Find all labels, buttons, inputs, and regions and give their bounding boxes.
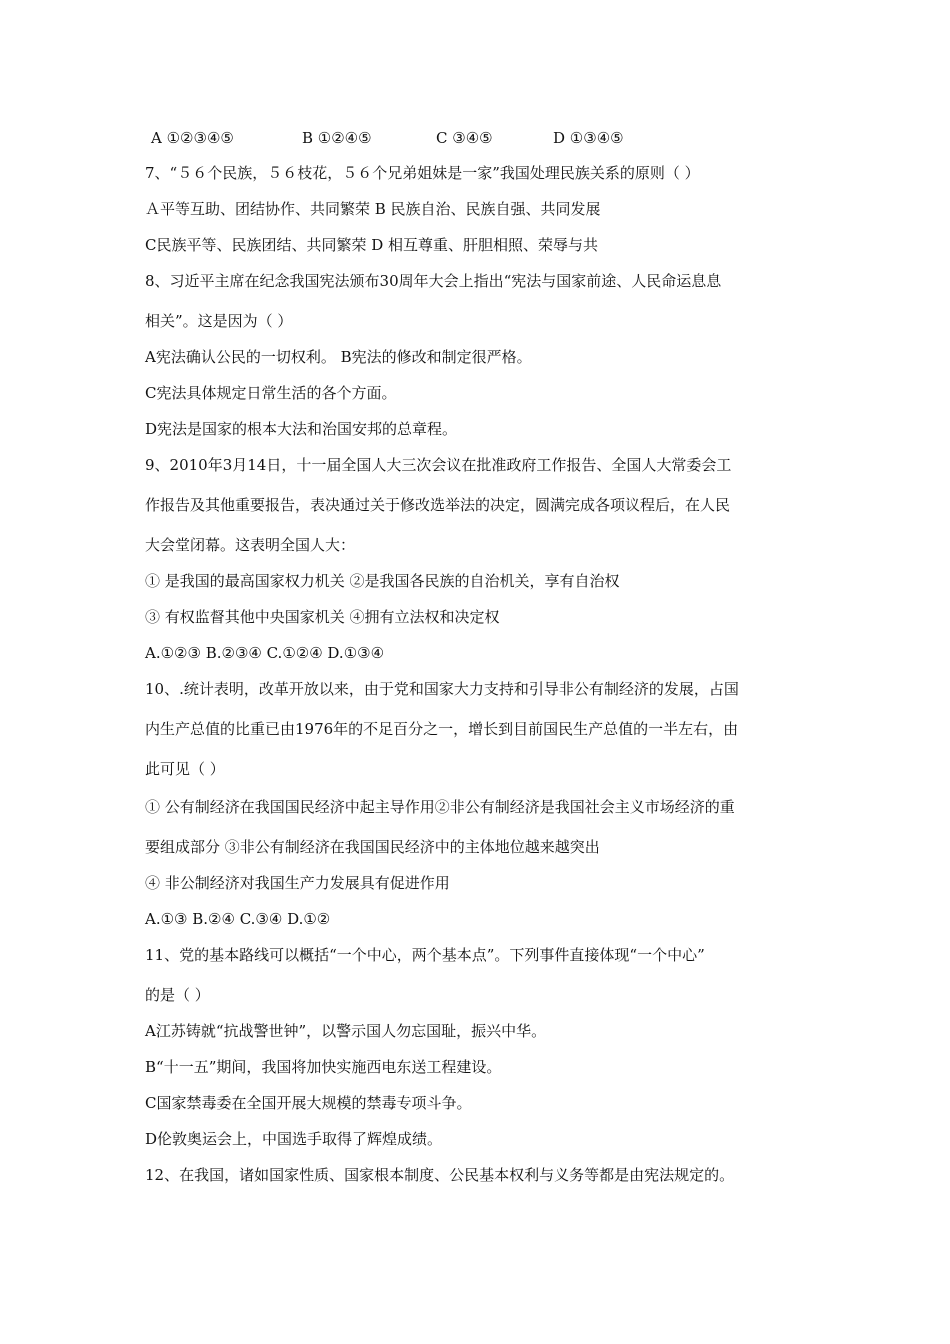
q10-statement-4: ④ 非公制经济对我国生产力发展具有促进作用: [145, 874, 450, 892]
q7-options-ab: Ａ平等互助、团结协作、共同繁荣 B 民族自治、民族自强、共同发展: [145, 200, 601, 218]
q8-option-ab: A宪法确认公民的一切权利。 B宪法的修改和制定很严格。: [145, 348, 532, 366]
q10-statements-line1: ① 公有制经济在我国国民经济中起主导作用②非公有制经济是我国社会主义市场经济的重: [145, 798, 735, 816]
q9-stem-line2: 作报告及其他重要报告，表决通过关于修改选举法的决定，圆满完成各项议程后，在人民: [145, 496, 731, 514]
q6-option-c: C ③④⑤: [436, 129, 493, 147]
q6-option-a: A ①②③④⑤: [151, 129, 234, 147]
q9-stem-line1: 9、2010年3月14日，十一届全国人大三次会议在批准政府工作报告、全国人大常委会工: [145, 456, 732, 474]
q9-options: A.①②③ B.②③④ C.①②④ D.①③④: [145, 644, 385, 662]
q10-stem-line3: 此可见（ ）: [145, 760, 225, 778]
q11-stem-line2: 的是（ ）: [145, 986, 210, 1004]
q7-stem: 7、“５６个民族，５６枝花，５６个兄弟姐妹是一家”我国处理民族关系的原则（ ）: [145, 164, 700, 182]
q10-statements-line2: 要组成部分 ③非公有制经济在我国国民经济中的主体地位越来越突出: [145, 838, 600, 856]
q11-option-a: A江苏铸就“抗战警世钟”，以警示国人勿忘国耻，振兴中华。: [145, 1022, 547, 1040]
q9-statements-34: ③ 有权监督其他中央国家机关 ④拥有立法权和决定权: [145, 608, 500, 626]
q11-option-b: B“十一五”期间，我国将加快实施西电东送工程建设。: [145, 1058, 502, 1076]
q11-option-d: D伦敦奥运会上，中国选手取得了辉煌成绩。: [145, 1130, 443, 1148]
q8-stem-line1: 8、习近平主席在纪念我国宪法颁布30周年大会上指出“宪法与国家前途、人民命运息息: [145, 272, 722, 290]
q10-options: A.①③ B.②④ C.③④ D.①②: [145, 910, 331, 928]
q8-option-d: D宪法是国家的根本大法和治国安邦的总章程。: [145, 420, 458, 438]
q12-stem-line1: 12、在我国，诸如国家性质、国家根本制度、公民基本权利与义务等都是由宪法规定的。: [145, 1166, 735, 1184]
q8-option-c: C宪法具体规定日常生活的各个方面。: [145, 384, 397, 402]
q9-statements-12: ① 是我国的最高国家权力机关 ②是我国各民族的自治机关，享有自治权: [145, 572, 620, 590]
q6-option-b: B ①②④⑤: [302, 129, 372, 147]
q7-options-cd: C民族平等、民族团结、共同繁荣 D 相互尊重、肝胆相照、荣辱与共: [145, 236, 599, 254]
q8-stem-line2: 相关”。这是因为（ ）: [145, 312, 293, 330]
q6-option-d: D ①③④⑤: [553, 129, 624, 147]
q11-option-c: C国家禁毒委在全国开展大规模的禁毒专项斗争。: [145, 1094, 472, 1112]
q11-stem-line1: 11、党的基本路线可以概括“一个中心，两个基本点”。下列事件直接体现“一个中心”: [145, 946, 705, 964]
q10-stem-line1: 10、.统计表明，改革开放以来，由于党和国家大力支持和引导非公有制经济的发展，占国: [145, 680, 739, 698]
q9-stem-line3: 大会堂闭幕。这表明全国人大：: [145, 536, 356, 554]
q10-stem-line2: 内生产总值的比重已由1976年的不足百分之一，增长到目前国民生产总值的一半左右，由: [145, 720, 739, 738]
